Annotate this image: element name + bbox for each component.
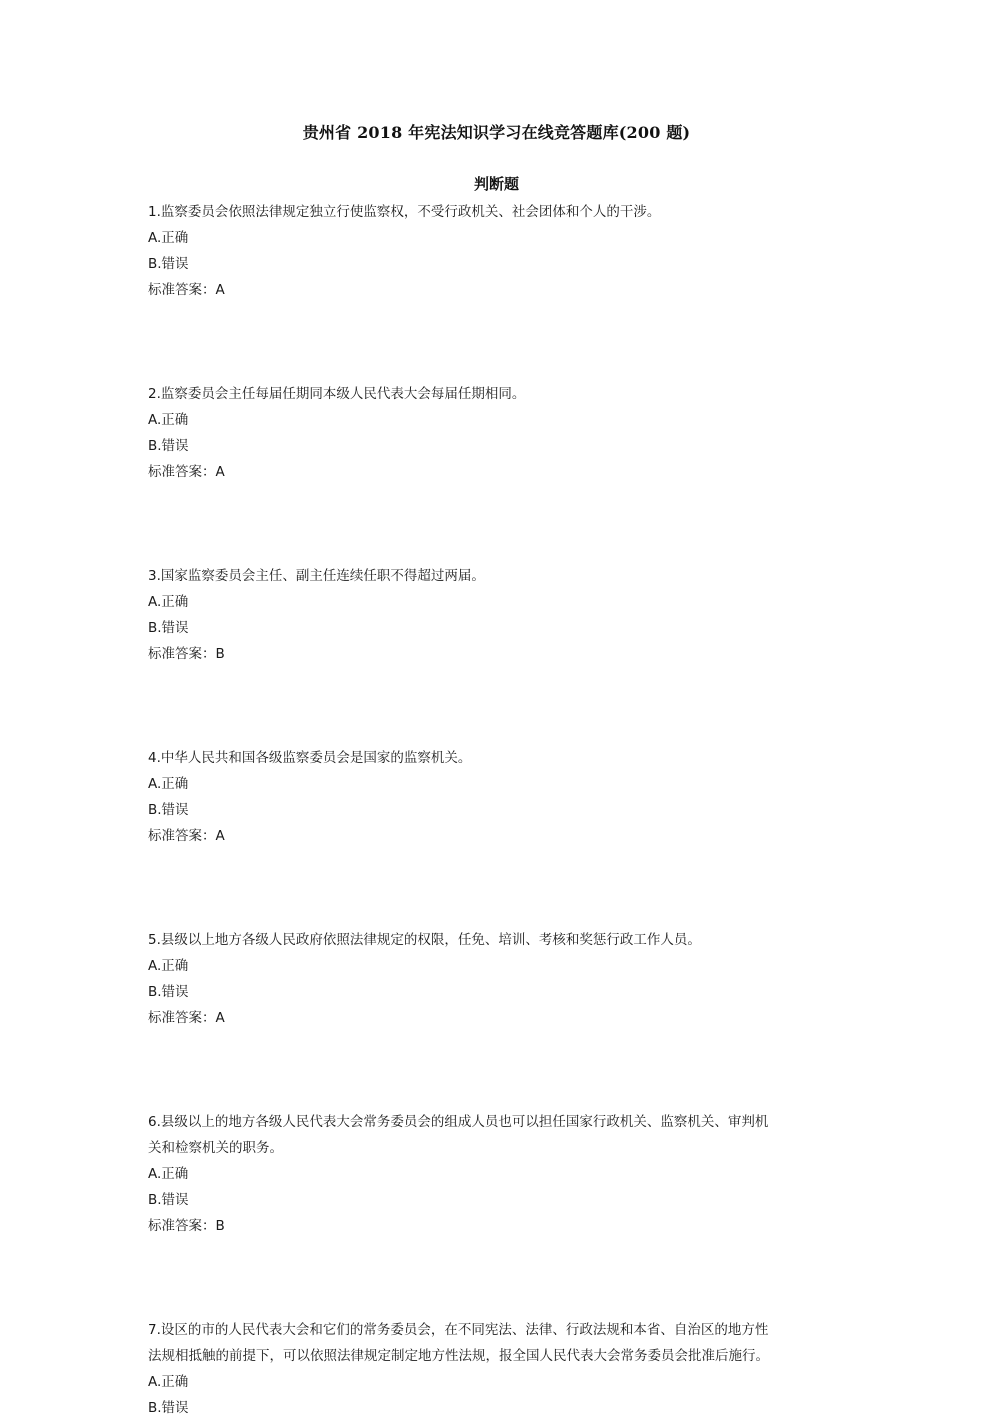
question-stem xyxy=(148,199,848,225)
section-title-true-false: 判断题 xyxy=(473,175,519,193)
question-stem-line: 7.设区的市的人民代表大会和它们的常务委员会，在不同宪法、法律、行政法规和本省、自治区的地方性 xyxy=(148,1322,769,1338)
spacer xyxy=(148,1239,848,1317)
question-7 xyxy=(148,1317,848,1421)
standard-answer: 标准答案：A xyxy=(148,464,225,480)
option-b: B.错误 xyxy=(148,984,189,1000)
question-4 xyxy=(148,745,848,849)
question-6 xyxy=(148,1109,848,1239)
document-title: 贵州省 2018 年宪法知识学习在线竞答题库(200 题) xyxy=(302,123,691,142)
option-b: B.错误 xyxy=(148,620,189,636)
question-stem xyxy=(148,1109,848,1161)
question-stem-line: 法规相抵触的前提下，可以依照法律规定制定地方性法规，报全国人民代表大会常务委员会批准后施行。 xyxy=(148,1348,769,1364)
spacer xyxy=(148,667,848,745)
option-b: B.错误 xyxy=(148,1192,189,1208)
question-list xyxy=(148,199,848,1421)
option-a: A.正确 xyxy=(148,594,189,610)
option-b: B.错误 xyxy=(148,256,189,272)
question-3 xyxy=(148,563,848,667)
standard-answer: 标准答案：A xyxy=(148,282,225,298)
question-stem-line: 6.县级以上的地方各级人民代表大会常务委员会的组成人员也可以担任国家行政机关、监察机关、审判机 xyxy=(148,1114,769,1130)
option-b: B.错误 xyxy=(148,1400,189,1416)
question-stem-line: 关和检察机关的职务。 xyxy=(148,1140,283,1156)
option-a: A.正确 xyxy=(148,1374,189,1390)
spacer xyxy=(148,849,848,927)
option-a: A.正确 xyxy=(148,1166,189,1182)
question-stem xyxy=(148,927,848,953)
option-b: B.错误 xyxy=(148,438,189,454)
spacer xyxy=(148,1031,848,1109)
spacer xyxy=(148,485,848,563)
question-stem-line: 3.国家监察委员会主任、副主任连续任职不得超过两届。 xyxy=(148,568,485,584)
question-stem xyxy=(148,1317,848,1369)
question-2 xyxy=(148,381,848,485)
question-stem xyxy=(148,563,848,589)
question-stem-line: 5.县级以上地方各级人民政府依照法律规定的权限，任免、培训、考核和奖惩行政工作人员。 xyxy=(148,932,701,948)
option-a: A.正确 xyxy=(148,230,189,246)
option-a: A.正确 xyxy=(148,412,189,428)
question-stem-line: 4.中华人民共和国各级监察委员会是国家的监察机关。 xyxy=(148,750,472,766)
question-stem-line: 2.监察委员会主任每届任期同本级人民代表大会每届任期相同。 xyxy=(148,386,526,402)
question-stem xyxy=(148,381,848,407)
question-stem-line: 1.监察委员会依照法律规定独立行使监察权，不受行政机关、社会团体和个人的干涉。 xyxy=(148,204,661,220)
option-a: A.正确 xyxy=(148,776,189,792)
option-a: A.正确 xyxy=(148,958,189,974)
standard-answer: 标准答案：A xyxy=(148,1010,225,1026)
question-stem xyxy=(148,745,848,771)
option-b: B.错误 xyxy=(148,802,189,818)
standard-answer: 标准答案：B xyxy=(148,646,225,662)
spacer xyxy=(148,303,848,381)
standard-answer: 标准答案：A xyxy=(148,828,225,844)
question-5 xyxy=(148,927,848,1031)
standard-answer: 标准答案：B xyxy=(148,1218,225,1234)
question-1 xyxy=(148,199,848,303)
